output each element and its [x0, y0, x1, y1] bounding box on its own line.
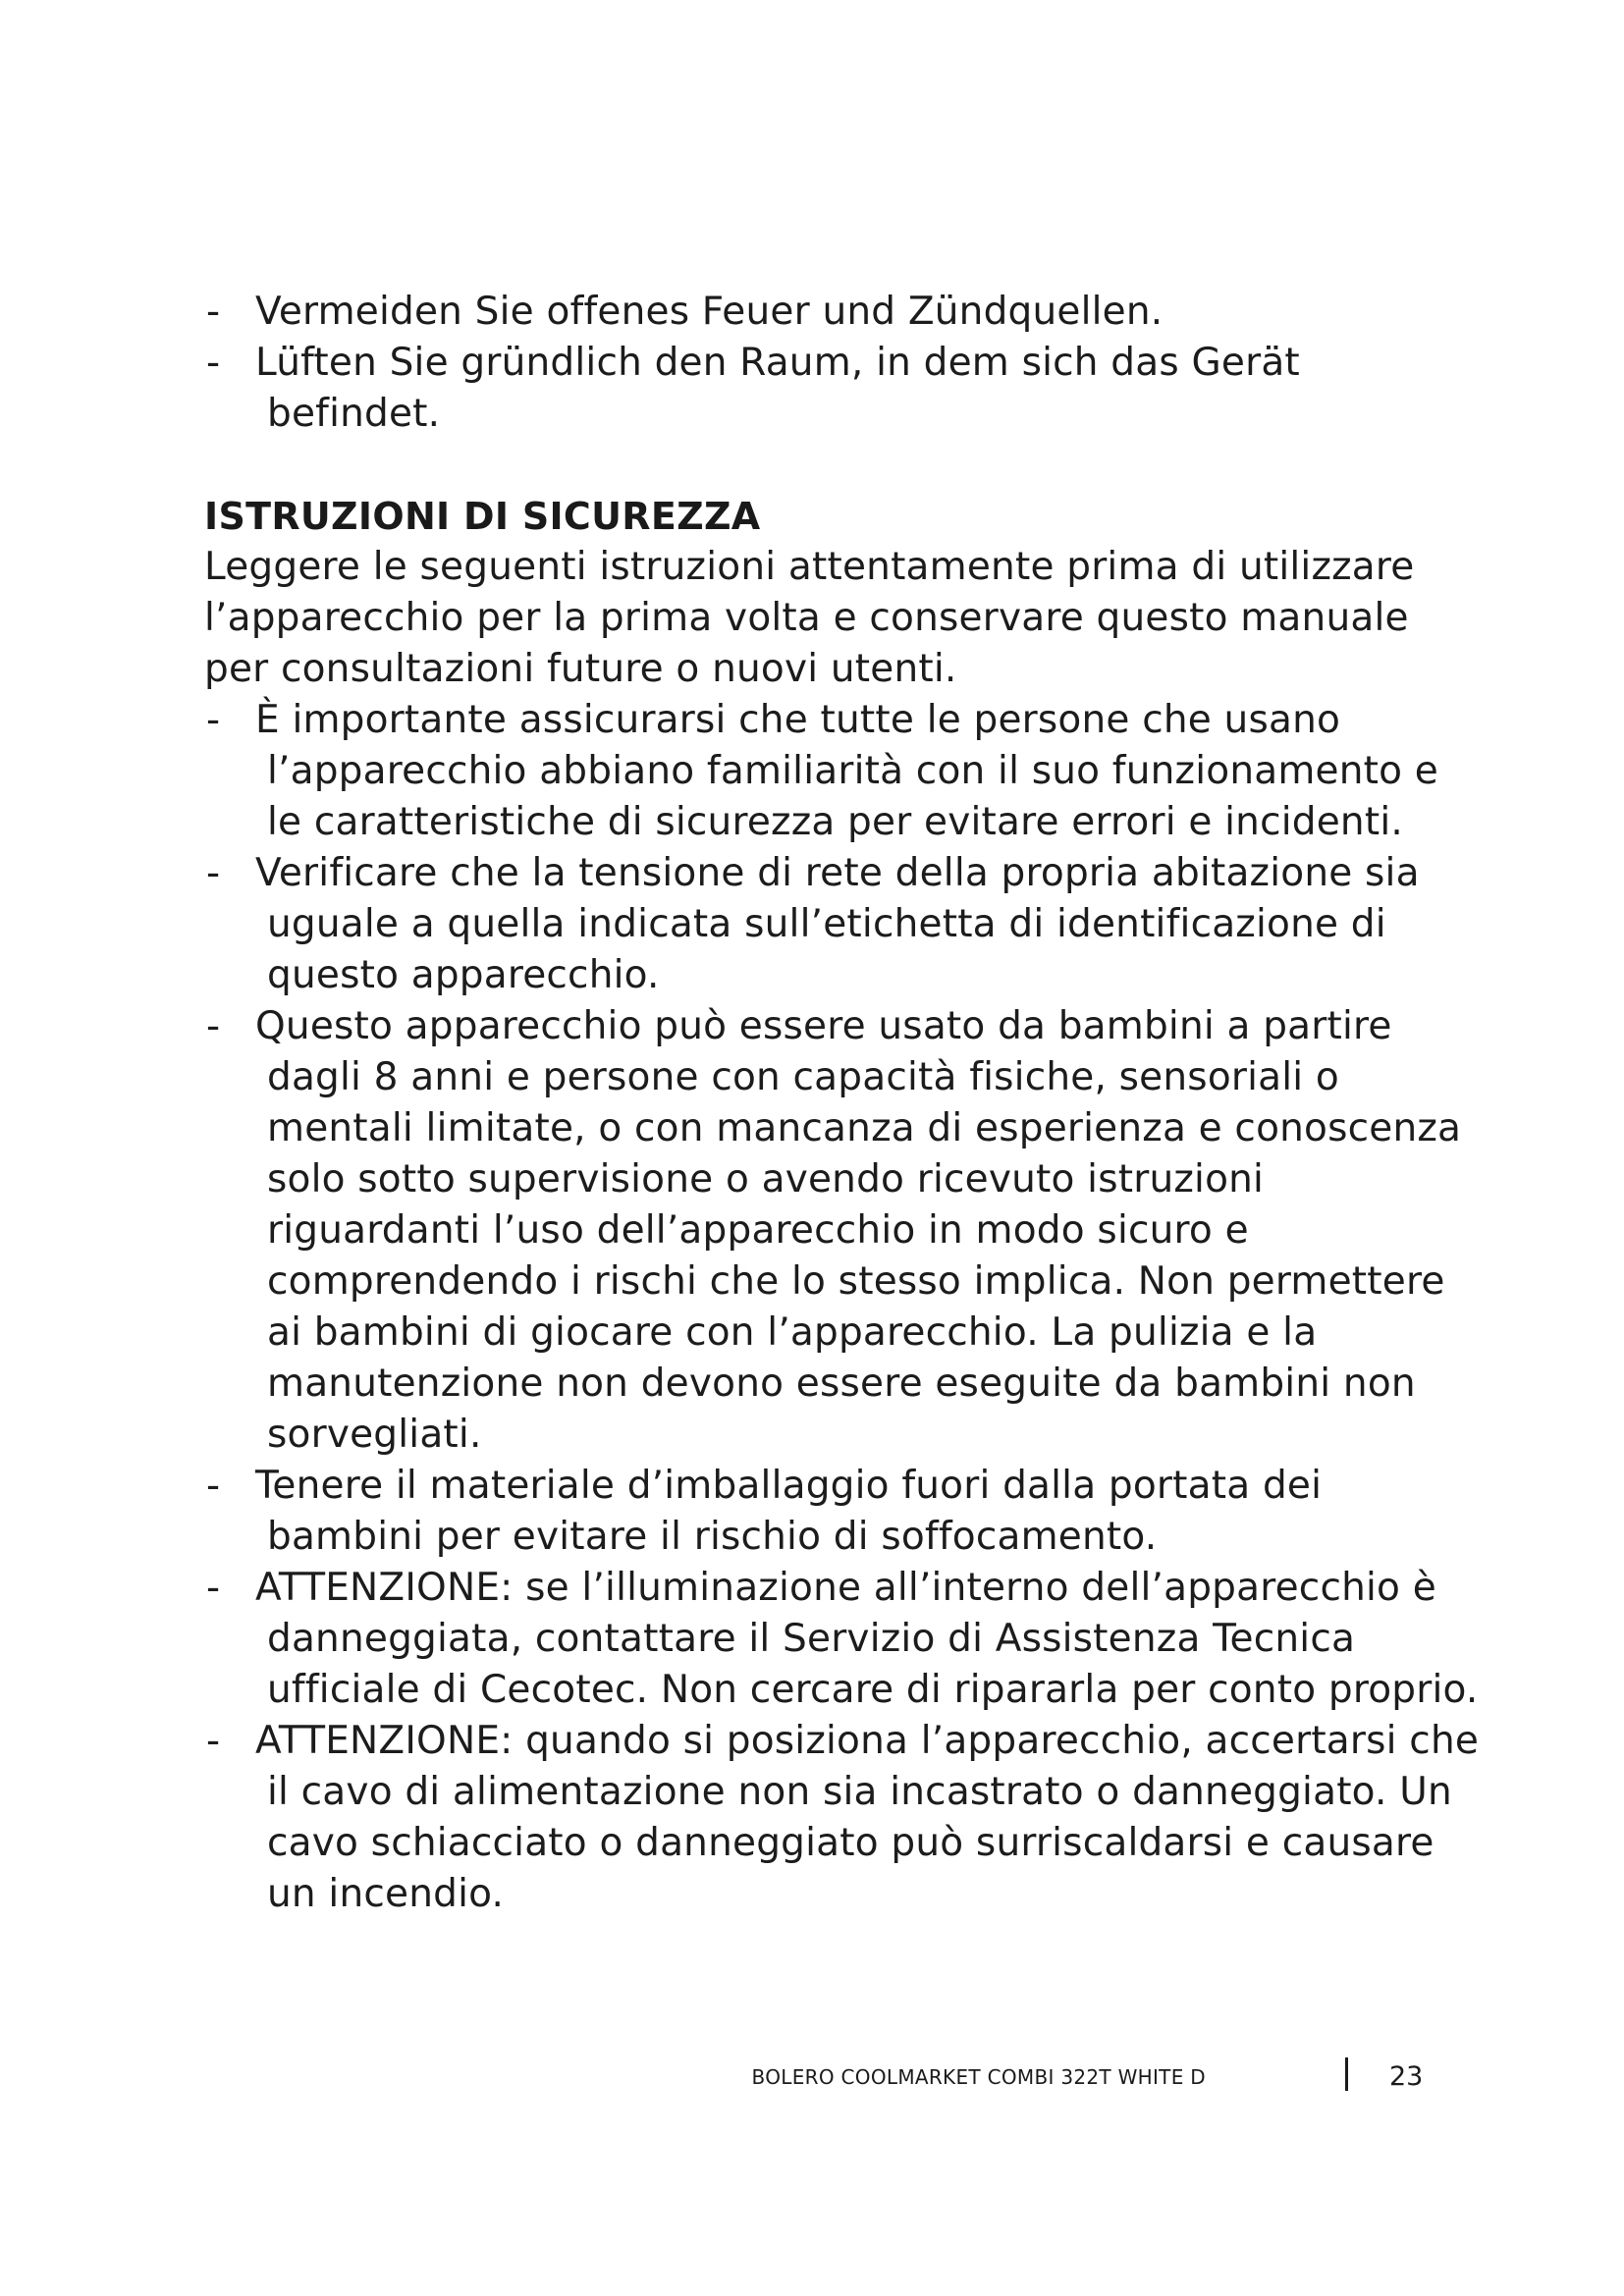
list-item-text: È importante assicurarsi che tutte le persone che usano l’apparecchio abbiano familiarità con il suo funzionamento e le caratteristiche di sicurezza per evitare errori e incidenti.: [255, 698, 1438, 844]
list-item: [204, 287, 1481, 338]
product-name: BOLERO COOLMARKET COMBI 322T WHITE D: [751, 2065, 1206, 2089]
section-heading: ISTRUZIONI DI SICUREZZA: [204, 495, 761, 538]
list-item: [204, 338, 1481, 440]
list-item-text: Vermeiden Sie offenes Feuer und Zündquellen.: [255, 290, 1164, 334]
list-item: [204, 1461, 1481, 1563]
bullet-dash: -: [206, 1566, 221, 1610]
german-safety-list: [204, 287, 1481, 440]
list-item: [204, 1563, 1481, 1716]
safety-instructions-list: [204, 695, 1481, 1920]
list-item-text: Verificare che la tensione di rete della propria abitazione sia uguale a quella indicata sull’etichetta di identificazione di questo apparecchio.: [255, 851, 1420, 997]
page-number: 23: [1389, 2061, 1424, 2092]
bullet-dash: -: [206, 290, 221, 334]
list-item: [204, 1001, 1481, 1461]
list-item: [204, 848, 1481, 1001]
page-content: [204, 287, 1481, 1920]
bullet-dash: -: [206, 698, 221, 742]
page-footer: [751, 2057, 1434, 2097]
list-item: [204, 695, 1481, 848]
footer-divider: [1345, 2057, 1348, 2091]
list-item-text: Lüften Sie gründlich den Raum, in dem sich das Gerät befindet.: [255, 341, 1300, 436]
bullet-dash: -: [206, 1719, 221, 1763]
bullet-dash: -: [206, 1464, 221, 1508]
list-item-text: Tenere il materiale d’imballaggio fuori dalla portata dei bambini per evitare il rischio di soffocamento.: [255, 1464, 1323, 1559]
bullet-dash: -: [206, 1004, 221, 1048]
list-item: [204, 1716, 1481, 1920]
bullet-dash: -: [206, 851, 221, 895]
list-item-text: ATTENZIONE: se l’illuminazione all’interno dell’apparecchio è danneggiata, contattare il Servizio di Assistenza Tecnica ufficiale di Cecotec. Non cercare di ripararla per conto proprio.: [255, 1566, 1479, 1712]
section-intro: Leggere le seguenti istruzioni attentamente prima di utilizzare l’apparecchio per la prima volta e conservare questo manuale per consultazioni future o nuovi utenti.: [204, 545, 1415, 691]
bullet-dash: -: [206, 341, 221, 385]
list-item-text: ATTENZIONE: quando si posiziona l’apparecchio, accertarsi che il cavo di alimentazione non sia incastrato o danneggiato. Un cavo schiacciato o danneggiato può surriscaldarsi e causare un incendio.: [255, 1719, 1480, 1916]
list-item-text: Questo apparecchio può essere usato da bambini a partire dagli 8 anni e persone con capacità fisiche, sensoriali o mentali limitate, o con mancanza di esperienza e conoscenza solo sotto supervisione o avendo ricevuto istruzioni riguardanti l’uso dell’apparecchio in modo sicuro e comprendendo i rischi che lo stesso implica. Non permettere ai bambini di giocare con l’apparecchio. La pulizia e la manutenzione non devono essere eseguite da bambini non sorvegliati.: [255, 1004, 1462, 1457]
